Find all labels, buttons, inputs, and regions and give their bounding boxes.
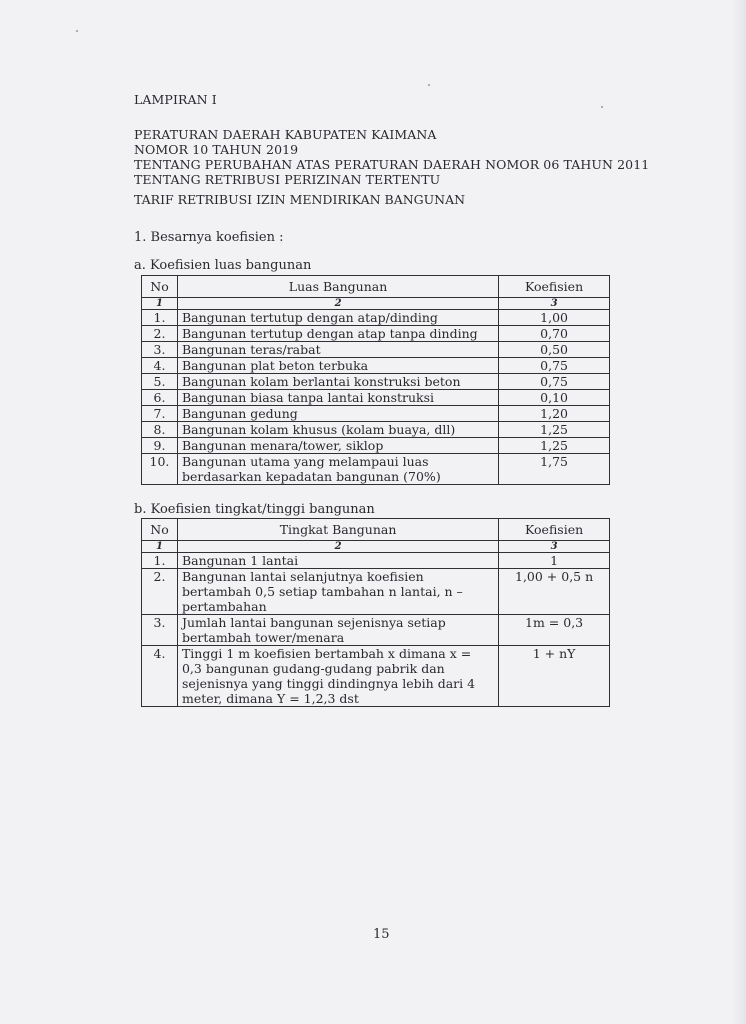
table-a-index-row [142,298,610,310]
row-coefficient: 1,25 [499,438,610,454]
table-row [142,390,610,406]
row-number: 1. [142,553,178,569]
page-number: 15 [373,927,390,942]
row-number: 1. [142,310,178,326]
row-coefficient: 0,75 [499,374,610,390]
table-row [142,406,610,422]
row-description: Bangunan biasa tanpa lantai konstruksi [177,390,498,406]
table-a-header-koef: Koefisien [499,276,610,298]
row-number: 3. [142,342,178,358]
row-number: 7. [142,406,178,422]
row-coefficient: 0,10 [499,390,610,406]
row-description: Tinggi 1 m koefisien bertambah x dimana x = 0,3 bangunan gudang-gudang pabrik dan sejenisnya yang tinggi dindingnya lebih dari 4 meter, dimana Y = 1,2,3 dst [177,646,498,707]
document-subtitle: TARIF RETRIBUSI IZIN MENDIRIKAN BANGUNAN [134,192,466,207]
row-description: Bangunan tertutup dengan atap/dinding [177,310,498,326]
row-number: 9. [142,438,178,454]
table-a-header-no: No [142,276,178,298]
row-description: Bangunan utama yang melampaui luas berdasarkan kepadatan bangunan (70%) [177,454,498,485]
table-row [142,438,610,454]
row-coefficient: 0,75 [499,358,610,374]
table-row [142,310,610,326]
row-number: 4. [142,358,178,374]
table-row [142,646,610,707]
table-a-index-cell: 1 [142,298,178,310]
row-coefficient: 1 + nY [499,646,610,707]
table-row [142,326,610,342]
regulation-number: NOMOR 10 TAHUN 2019 [134,142,299,157]
row-number: 10. [142,454,178,485]
point-1-heading: 1. Besarnya koefisien : [134,230,284,245]
table-b-header-row [142,519,610,541]
table-row [142,454,610,485]
table-b-index-row [142,541,610,553]
row-description: Bangunan teras/rabat [177,342,498,358]
row-description: Bangunan lantai selanjutnya koefisien bertambah 0,5 setiap tambahan n lantai, n – pertambahan [177,569,498,615]
regulation-subject: TENTANG PERUBAHAN ATAS PERATURAN DAERAH NOMOR 06 TAHUN 2011 [134,157,650,172]
row-description: Jumlah lantai bangunan sejenisnya setiap bertambah tower/menara [177,615,498,646]
table-a [141,275,610,485]
row-coefficient: 1,75 [499,454,610,485]
table-b [141,518,610,707]
table-a-index-cell: 3 [499,298,610,310]
row-coefficient: 1,20 [499,406,610,422]
table-b-index-cell: 2 [177,541,498,553]
table-b-header-koef: Koefisien [499,519,610,541]
table-row [142,615,610,646]
scan-speck [601,106,603,108]
table-a-index-cell: 2 [177,298,498,310]
scan-speck [428,84,430,86]
page-edge [732,0,746,1024]
row-description: Bangunan tertutup dengan atap tanpa dinding [177,326,498,342]
regulation-subject-2: TENTANG RETRIBUSI PERIZINAN TERTENTU [134,172,441,187]
regulation-title: PERATURAN DAERAH KABUPATEN KAIMANA [134,127,437,142]
table-row [142,569,610,615]
table-a-header-row [142,276,610,298]
table-b-header-no: No [142,519,178,541]
table-b-header-desc: Tingkat Bangunan [177,519,498,541]
row-description: Bangunan kolam berlantai konstruksi beton [177,374,498,390]
row-coefficient: 0,70 [499,326,610,342]
row-coefficient: 1,25 [499,422,610,438]
row-number: 5. [142,374,178,390]
row-coefficient: 0,50 [499,342,610,358]
table-row [142,358,610,374]
row-number: 2. [142,569,178,615]
row-coefficient: 1,00 [499,310,610,326]
row-number: 3. [142,615,178,646]
row-description: Bangunan menara/tower, siklop [177,438,498,454]
lampiran-label: LAMPIRAN I [134,92,217,107]
row-description: Bangunan gedung [177,406,498,422]
table-a-title: a. Koefisien luas bangunan [134,258,312,273]
row-coefficient: 1 [499,553,610,569]
table-row [142,342,610,358]
table-b-title: b. Koefisien tingkat/tinggi bangunan [134,502,375,517]
scan-speck [76,30,78,32]
document-header [134,92,649,187]
row-description: Bangunan kolam khusus (kolam buaya, dll) [177,422,498,438]
row-number: 6. [142,390,178,406]
table-row [142,422,610,438]
table-a-header-desc: Luas Bangunan [177,276,498,298]
table-b-index-cell: 3 [499,541,610,553]
row-description: Bangunan plat beton terbuka [177,358,498,374]
table-row [142,374,610,390]
row-coefficient: 1m = 0,3 [499,615,610,646]
table-b-index-cell: 1 [142,541,178,553]
row-number: 8. [142,422,178,438]
row-number: 2. [142,326,178,342]
row-coefficient: 1,00 + 0,5 n [499,569,610,615]
table-row [142,553,610,569]
row-number: 4. [142,646,178,707]
row-description: Bangunan 1 lantai [177,553,498,569]
